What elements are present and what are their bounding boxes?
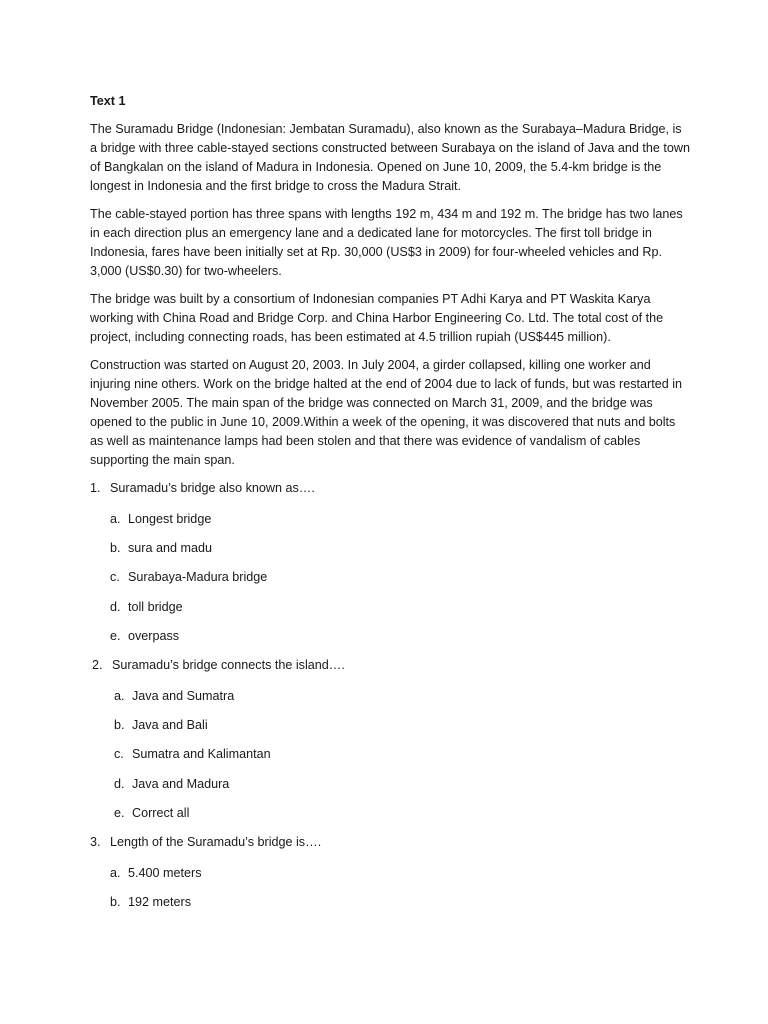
paragraph-spans: The cable-stayed portion has three spans with lengths 192 m, 434 m and 192 m. The bridge has two lanes in each direction plus an emergency lane and a dedicated lane for motorcycles. The first toll bridge in Indonesia, fares have been initially set at Rp. 30,000 (US$3 in 2009) for four-wheeled vehicles and Rp. 3,000 (US$0.30) for two-wheelers. [90,207,683,278]
option-item [90,510,690,529]
question-number: 2. [92,657,103,672]
option-item [90,598,690,617]
option-letter: b. [110,541,121,556]
question-number: 1. [90,481,101,495]
question-text: Suramadu’s bridge connects the island…. [112,657,345,672]
option-letter: a. [110,512,121,526]
option-text: Correct all [132,805,190,820]
option-letter: d. [110,599,121,614]
option-item [92,687,690,706]
question-3-options [90,864,690,912]
option-letter: c. [110,570,120,585]
option-text: Surabaya-Madura bridge [128,570,268,585]
paragraph-construction: Construction was started on August 20, 2003. In July 2004, a girder collapsed, killing one worker and injuring nine others. Work on the bridge halted at the end of 2004 due to lack of funds, but was restarted in November 2005. The main span of the bridge was connected on March 31, 2009, and the bridge was opened to the public in June 10, 2009.Within a week of the opening, it was discovered that nuts and bolts as well as maintenance lamps had been stolen and that there was evidence of vandalism of cables supporting the main span. [90,358,683,467]
option-letter: b. [110,895,121,910]
option-item [90,893,690,912]
paragraph-builders: The bridge was built by a consortium of Indonesian companies PT Adhi Karya and PT Waskita Karya working with China Road and Bridge Corp. and China Harbor Engineering Co. Ltd. The total cost of the project, including connecting roads, has been estimated at 4.5 trillion rupiah (US$445 million). [90,292,664,344]
question-text: Suramadu’s bridge also known as…. [110,481,315,495]
option-letter: b. [114,718,125,733]
option-item [92,775,690,794]
question-text: Length of the Suramadu’s bridge is…. [110,834,322,849]
question-2-options [90,687,690,823]
option-text: Java and Bali [132,718,208,733]
question-number: 3. [90,834,101,849]
paragraph-intro: The Suramadu Bridge (Indonesian: Jembatan Suramadu), also known as the Surabaya–Madura Bridge, is a bridge with three cable-stayed sections constructed between Surabaya on the island of Java and the town of Bangkalan on the island of Madura in Indonesia. Opened on June 10, 2009, the 5.4-km bridge is the longest in Indonesia and the first bridge to cross the Madura Strait. [90,122,690,193]
option-item [90,568,690,587]
option-item [90,539,690,558]
document-title: Text 1 [90,94,126,108]
option-item [90,864,690,883]
option-item [92,745,690,764]
option-letter: c. [114,747,124,762]
option-text: Longest bridge [128,512,212,526]
option-text: overpass [128,628,180,643]
option-text: 5.400 meters [128,865,202,880]
question-2 [90,656,690,675]
option-letter: e. [110,628,121,643]
option-item [92,804,690,823]
question-3 [90,833,690,852]
option-text: sura and madu [128,541,213,556]
question-1 [90,479,690,498]
option-text: Java and Madura [132,776,230,791]
option-letter: e. [114,805,125,820]
option-letter: a. [114,688,125,703]
option-text: toll bridge [128,599,183,614]
option-text: Sumatra and Kalimantan [132,747,271,762]
option-text: Java and Sumatra [132,688,235,703]
option-letter: a. [110,865,121,880]
question-1-options [90,510,690,646]
option-item [92,716,690,735]
option-letter: d. [114,776,125,791]
option-text: 192 meters [128,895,191,910]
document-page [90,92,690,922]
option-item [90,627,690,646]
